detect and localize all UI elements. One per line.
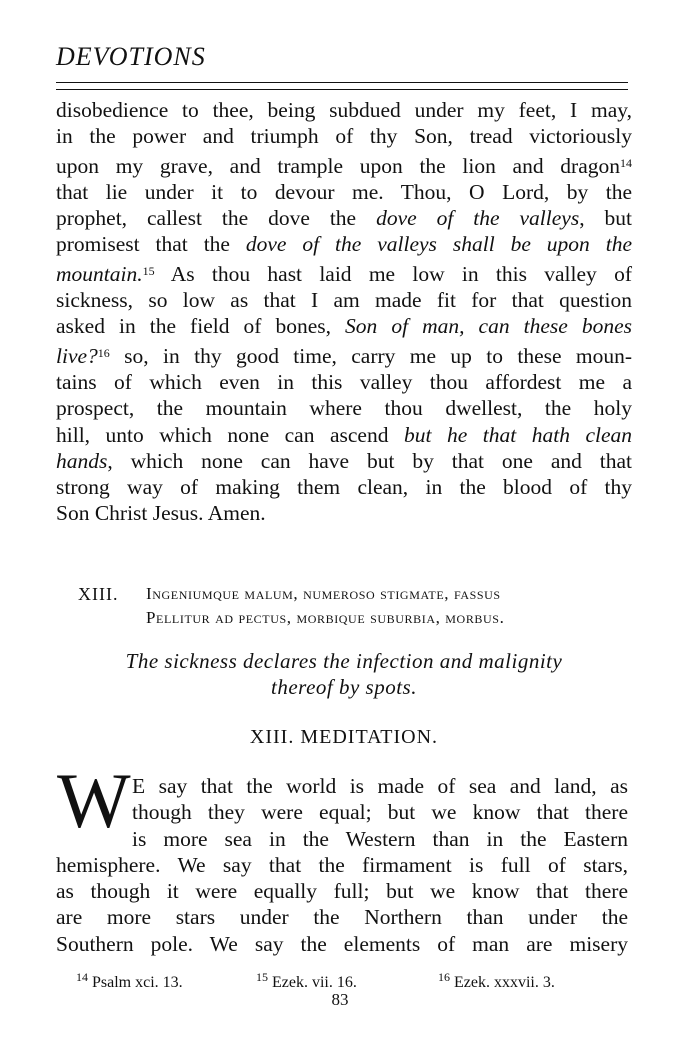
- header-rule-top: [56, 82, 628, 83]
- text-segment: , which none can have but by that one and that: [107, 448, 632, 473]
- footnote-text: Ezek. xxxvii. 3.: [454, 974, 555, 991]
- text-line: prospect, the mountain where thou dwellest, the holy: [56, 396, 632, 421]
- text-line: tains of which even in this valley thou affordest me a: [56, 369, 632, 394]
- motto-line: Ingeniumque malum, numeroso stigmate, fassus: [146, 584, 501, 603]
- footnote: [76, 970, 183, 992]
- text-line: [56, 313, 632, 339]
- footnote-ref: 16: [97, 345, 110, 360]
- italic-phrase: dove of the valleys: [376, 206, 580, 231]
- page-number: 83: [331, 990, 349, 1009]
- footnote-text: Psalm xci. 13.: [92, 974, 183, 991]
- text-line: in the power and triumph of thy Son, tread victoriously: [56, 124, 632, 149]
- text-segment: upon my grave, and trample upon the lion and dragon: [56, 153, 620, 178]
- motto-line: Pellitur ad pectus, morbique suburbia, morbus.: [146, 608, 505, 627]
- section-subtitle: [56, 648, 632, 700]
- text-line: Southern pole. We say the elements of man are misery: [56, 931, 628, 956]
- header-rule-bottom: [56, 89, 628, 90]
- text-line: strong way of making them clean, in the blood of thy: [56, 475, 632, 500]
- footnote-ref: 14: [620, 155, 632, 170]
- text-segment: so, in thy good time, carry me up to these moun-: [124, 343, 633, 368]
- meditation-paragraph: [56, 852, 628, 957]
- motto-number: XIII.: [78, 584, 119, 604]
- italic-phrase: live?: [56, 343, 98, 368]
- text-line: [56, 258, 632, 287]
- running-head: DEVOTIONS: [56, 42, 206, 71]
- text-line: is more sea in the Western than in the Eastern: [132, 826, 628, 851]
- meditation-indented: [132, 773, 628, 852]
- footnote-number: 15: [256, 970, 268, 984]
- text-line: are more stars under the Northern than under the: [56, 905, 628, 930]
- italic-phrase: dove of the valleys shall be upon the: [245, 232, 632, 257]
- footnote-text: Ezek. vii. 16.: [272, 974, 357, 991]
- text-segment: hill, unto which none can ascend: [56, 422, 404, 447]
- text-line: [56, 422, 632, 448]
- text-line: E say that the world is made of sea and land, as: [132, 774, 628, 798]
- italic-phrase: but he that hath clean: [403, 422, 633, 447]
- italic-phrase: hands: [56, 448, 108, 473]
- section-heading: XIII. MEDITATION.: [249, 726, 439, 748]
- subtitle-line: The sickness declares the infection and malignity: [125, 649, 563, 673]
- text-segment: prophet, callest the dove the: [56, 206, 377, 231]
- text-segment: , but: [579, 206, 632, 231]
- text-segment: asked in the field of bones,: [56, 314, 346, 339]
- text-line: disobedience to thee, being subdued under my feet, I may,: [56, 98, 632, 122]
- italic-phrase: mountain.: [56, 261, 143, 286]
- text-line: as though it were equally full; but we know that there: [56, 879, 628, 904]
- footnote: [256, 970, 357, 992]
- footnote-number: 16: [438, 970, 450, 984]
- text-line: [56, 448, 632, 474]
- drop-cap: W: [57, 757, 131, 844]
- text-line: [56, 340, 632, 369]
- text-segment: As thou hast laid me low in this valley of: [170, 261, 632, 286]
- footnote: [438, 970, 555, 992]
- text-line: sickness, so low as that I am made fit for that question: [56, 288, 632, 313]
- text-line: [56, 205, 632, 231]
- text-line: though they were equal; but we know that there: [132, 800, 628, 825]
- text-line: [56, 231, 632, 257]
- italic-phrase: Son of man, can these bones: [345, 314, 632, 339]
- text-line: Son Christ Jesus. Amen.: [56, 501, 266, 526]
- subtitle-line: thereof by spots.: [271, 675, 417, 699]
- prayer-paragraph: [56, 97, 632, 527]
- text-line: [56, 150, 632, 179]
- text-line: that lie under it to devour me. Thou, O Lord, by the: [56, 179, 632, 204]
- text-segment: promisest that the: [56, 232, 246, 257]
- footnote-number: 14: [76, 970, 88, 984]
- footnote-ref: 15: [142, 263, 155, 278]
- text-line: hemisphere. We say that the firmament is full of stars,: [56, 852, 628, 877]
